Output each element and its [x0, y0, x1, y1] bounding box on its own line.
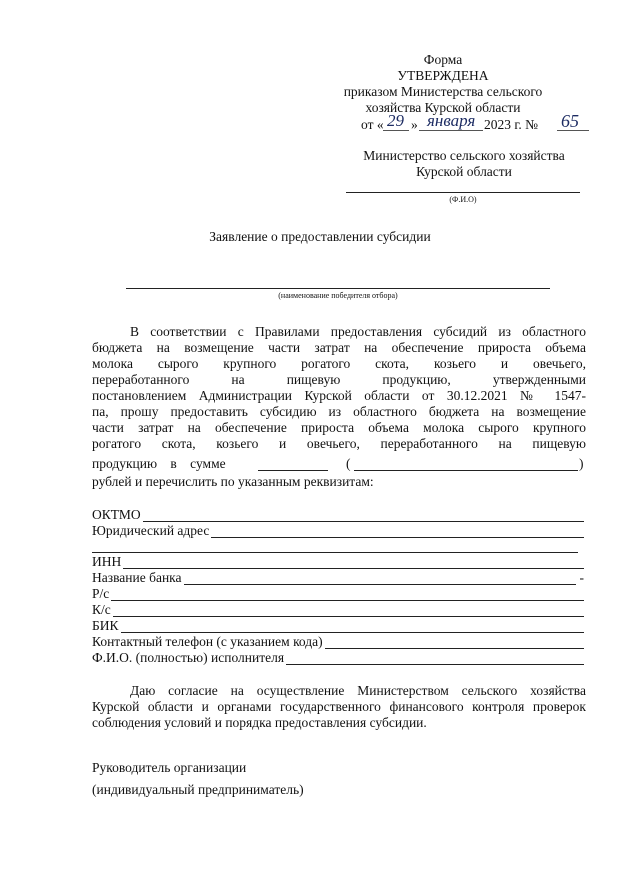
approved-label: УТВЕРЖДЕНА [397, 68, 489, 83]
handwritten-day: 29 [387, 111, 404, 130]
bank-name-field: Название банка - [92, 570, 584, 585]
body-line-7: части затрат на обеспечение прироста объема молока сырого крупного [92, 420, 586, 435]
body-line-5: постановлением Администрации Курской области от 30.12.2021 № 1547- [92, 388, 586, 403]
sum-number-blank [258, 470, 328, 471]
date-year: 2023 г. № [484, 117, 539, 132]
winner-underline [126, 288, 550, 289]
sum-label: продукцию в сумме [92, 456, 226, 471]
consent-line-2: Курской области и органами государственного финансового контроля проверок [92, 699, 586, 714]
body-line-1: В соответствии с Правилами предоставления субсидий из областного [130, 324, 586, 339]
handwritten-month: января [427, 111, 476, 130]
oktmo-field: ОКТМО [92, 507, 584, 523]
executor-field: Ф.И.О. (полностью) исполнителя [92, 650, 584, 666]
order-date-line [361, 111, 591, 136]
order-line-1: приказом Министерства сельского [343, 84, 543, 99]
fio-underline [346, 192, 580, 193]
consent-line-3: соблюдения условий и порядка предоставления субсидии. [92, 715, 427, 730]
document-title: Заявление о предоставлении субсидии [209, 229, 431, 244]
addressee-line-1: Министерство сельского хозяйства [363, 148, 565, 163]
ks-field: К/с [92, 602, 584, 618]
phone-field: Контактный телефон (с указанием кода) [92, 634, 584, 650]
signature-line-1: Руководитель организации [92, 760, 247, 775]
body-line-8: рогатого скота, козьего и овечьего, переработанного на пищевую [92, 436, 586, 451]
sum-line [92, 456, 586, 474]
date-mid: » [411, 117, 418, 132]
body-line-3: молока сырого крупного рогатого скота, козьего и овечьего, [92, 356, 586, 371]
signature-line-2: (индивидуальный предприниматель) [92, 782, 304, 797]
legal-address-continuation [92, 552, 578, 553]
inn-field: ИНН [92, 554, 584, 570]
sum-words-blank [354, 470, 578, 471]
order-line-2: хозяйства Курской области [365, 100, 521, 115]
form-label: Форма [423, 52, 463, 67]
fio-caption: (Ф.И.О) [449, 195, 477, 204]
winner-caption: (наименование победителя отбора) [278, 291, 398, 300]
body-line-4: переработанного на пищевую продукцию, утвержденными [92, 372, 586, 387]
body-last-line: рублей и перечислить по указанным реквизитам: [92, 474, 374, 489]
bik-field: БИК [92, 618, 584, 634]
paren-open: ( [346, 456, 351, 471]
consent-line-1: Даю согласие на осуществление Министерством сельского хозяйства [130, 683, 586, 698]
paren-close: ) [579, 456, 584, 471]
body-line-6: па, прошу предоставить субсидию из областного бюджета на возмещение [92, 404, 586, 419]
addressee-line-2: Курской области [416, 164, 512, 179]
handwritten-number: 65 [561, 111, 579, 131]
body-line-2: бюджета на возмещение части затрат на обеспечение прироста объема [92, 340, 586, 355]
legal-address-field: Юридический адрес [92, 523, 584, 539]
date-prefix: от « [361, 117, 384, 132]
rs-field: Р/с [92, 586, 584, 602]
